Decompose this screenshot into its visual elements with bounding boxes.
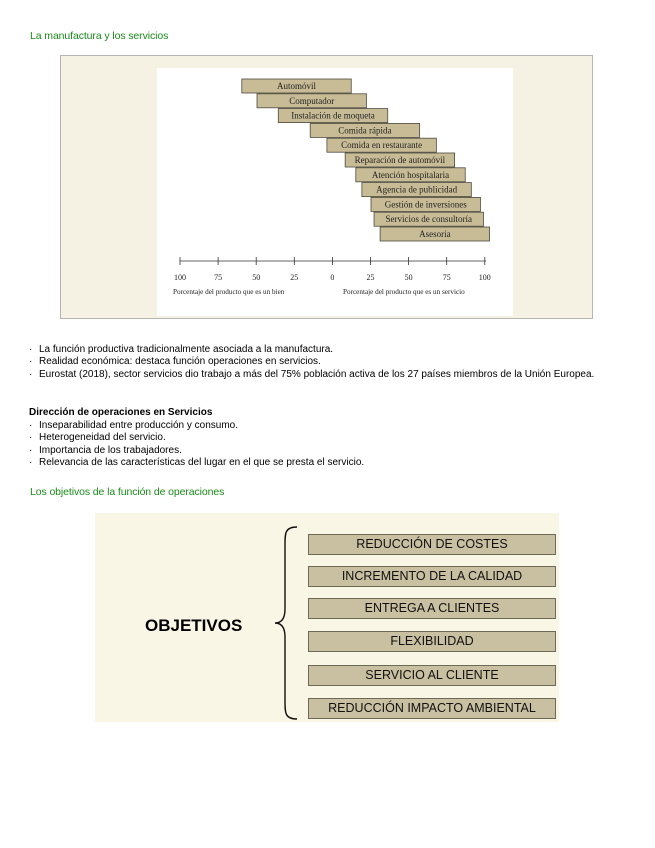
bars-group: [242, 79, 490, 241]
list-item: · Relevancia de las características del lugar en el que se presta el servicio.: [29, 456, 365, 468]
bullets-servicios: [29, 420, 639, 469]
objetivo-item: SERVICIO AL CLIENTE: [308, 665, 556, 686]
bar-label: Gestión de inversiones: [384, 199, 467, 210]
list-item: · Inseparabilidad entre producción y consumo.: [29, 420, 239, 431]
bar-label: Instalación de moqueta: [291, 110, 375, 121]
bar-label: Comida en restaurante: [341, 140, 423, 151]
tick-label: 25: [290, 273, 299, 282]
section-title-objetivos: Los objetivos de la función de operaciones: [30, 486, 225, 498]
tick-label: 75: [214, 273, 223, 282]
tick-label: 100: [478, 273, 491, 282]
bar-label: Reparación de automóvil: [354, 155, 446, 165]
caption-right: Porcentaje del producto que es un servicio: [343, 288, 465, 296]
bar-label: Agencia de publicidad: [376, 184, 458, 195]
objetivo-item: REDUCCIÓN DE COSTES: [308, 534, 556, 555]
caption-left: Porcentaje del producto que es un bien: [173, 288, 285, 296]
objetivo-item: FLEXIBILIDAD: [308, 631, 556, 652]
list-item: · Realidad económica: destaca función operaciones en servicios.: [29, 356, 321, 368]
objetivo-item: ENTREGA A CLIENTES: [308, 598, 556, 619]
subsection-title: Dirección de operaciones en Servicios: [29, 407, 213, 418]
bar-label: Asesoría: [419, 229, 451, 239]
list-item: · Importancia de los trabajadores.: [29, 444, 182, 456]
list-item: · La función productiva tradicionalmente asociada a la manufactura.: [29, 344, 334, 355]
bar-label: Computador: [289, 95, 335, 106]
tick-label: 50: [404, 273, 413, 282]
figure-panel: [157, 68, 513, 316]
manufactura-servicios-figure: [60, 55, 593, 319]
tick-label: 100: [174, 273, 186, 282]
bar-label: Servicios de consultoría: [385, 214, 473, 225]
goods-services-chart: [157, 68, 513, 316]
tick-label: 0: [330, 273, 335, 282]
bar-label: Comida rápida: [338, 125, 392, 136]
section-title-manufactura: La manufactura y los servicios: [30, 30, 169, 42]
list-item: · Heterogeneidad del servicio.: [29, 432, 166, 444]
bullets-manufactura: [29, 344, 639, 381]
objetivo-item: REDUCCIÓN IMPACTO AMBIENTAL: [308, 698, 556, 719]
brace-icon: [273, 525, 303, 721]
bar-label: Automóvil: [277, 81, 317, 91]
tick-label: 25: [366, 273, 375, 282]
list-item: · Eurostat (2018), sector servicios dio trabajo a más del 75% población activa de los 27 países miembros de la Unión Europea.: [29, 368, 595, 380]
tick-label: 75: [442, 273, 451, 282]
objetivos-figure: [95, 513, 559, 722]
bar-label: Atención hospitalaria: [371, 169, 450, 180]
tick-label: 50: [252, 273, 261, 282]
objetivos-title: OBJETIVOS: [145, 616, 243, 635]
objetivo-item: INCREMENTO DE LA CALIDAD: [308, 566, 556, 587]
